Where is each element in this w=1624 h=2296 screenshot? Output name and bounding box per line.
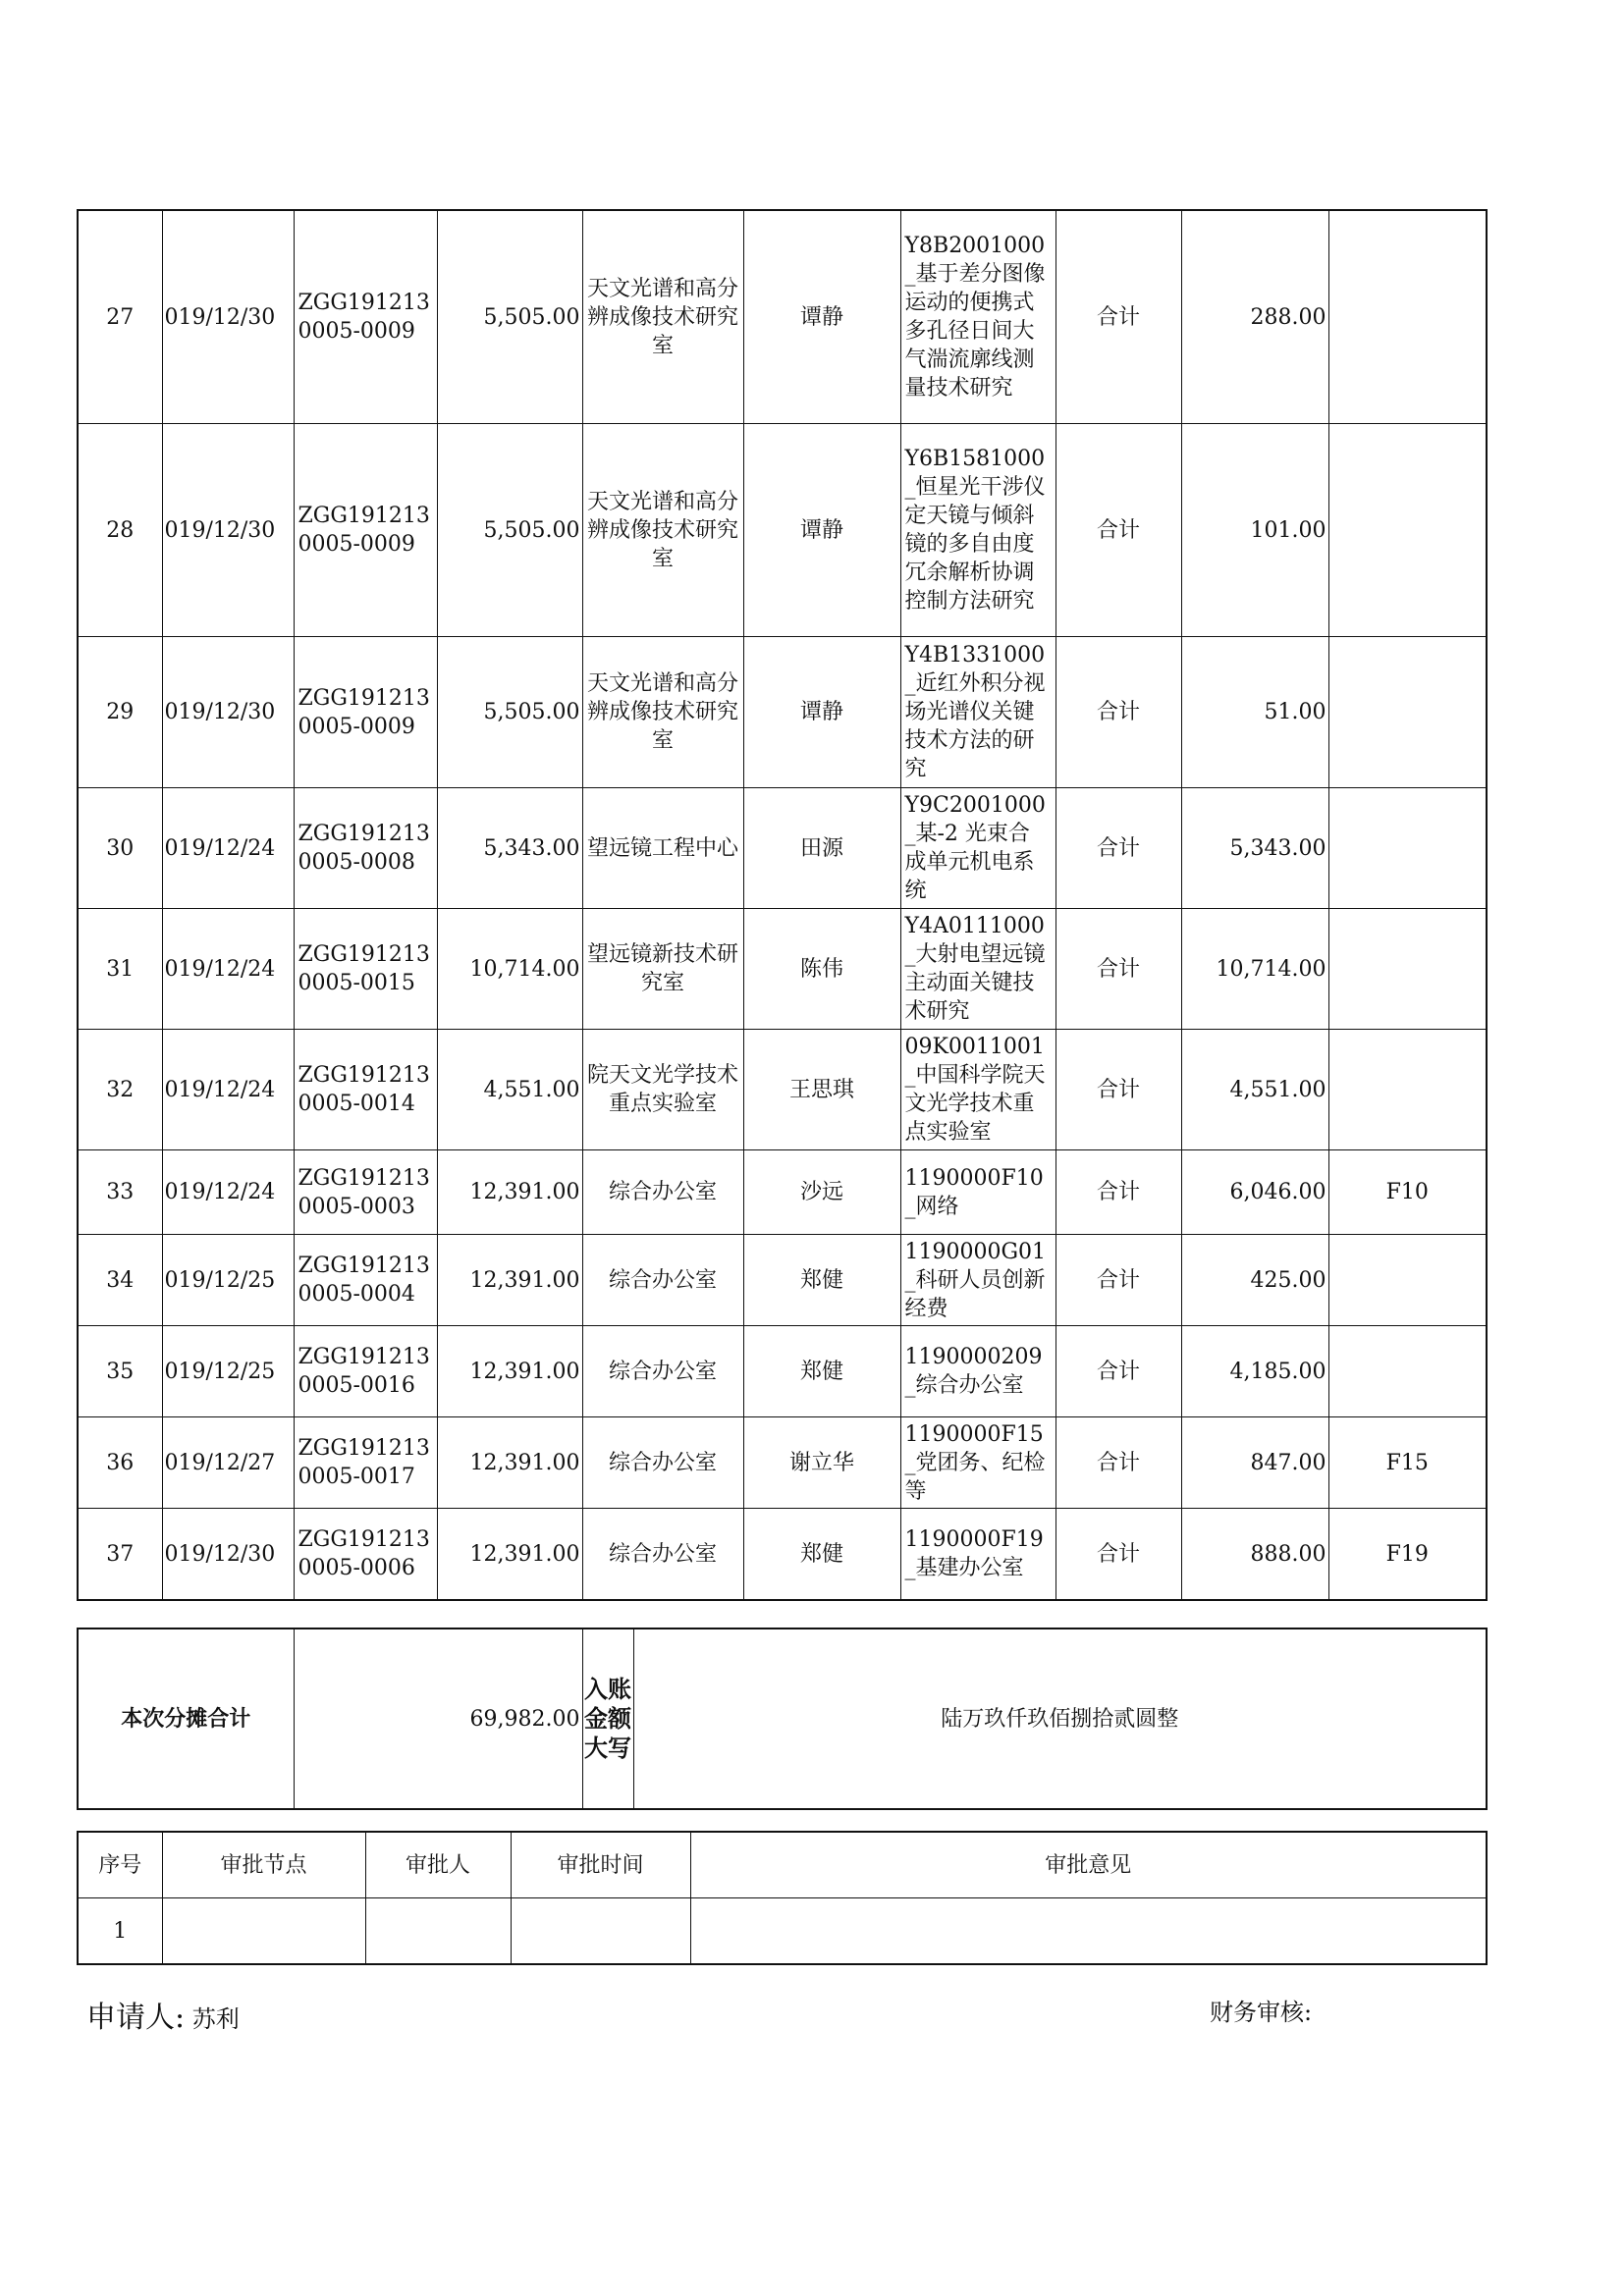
- row-amount: 5,505.00: [437, 210, 582, 424]
- row-person: 王思琪: [743, 1030, 900, 1150]
- row-type: 合计: [1056, 1509, 1181, 1601]
- row-person: 沙远: [743, 1150, 900, 1235]
- table-row: [78, 1417, 1487, 1509]
- row-person: 谭静: [743, 637, 900, 788]
- row-dept: 天文光谱和高分辨成像技术研究室: [582, 637, 743, 788]
- row-amount: 12,391.00: [437, 1150, 582, 1235]
- row-alloc: 847.00: [1181, 1417, 1328, 1509]
- applicant-label: 申请人:: [86, 2001, 186, 2035]
- row-amount: 12,391.00: [437, 1326, 582, 1417]
- summary-total: 69,982.00: [294, 1629, 582, 1809]
- row-amount: 12,391.00: [437, 1417, 582, 1509]
- allocation-table: [77, 209, 1488, 1601]
- row-date: 019/12/30: [162, 637, 294, 788]
- row-voucher: ZGG1912130005-0003: [294, 1150, 437, 1235]
- finance-review-label: 财务审核:: [1210, 1999, 1313, 2026]
- table-row: [78, 210, 1487, 424]
- summary-table: [77, 1628, 1488, 1810]
- row-project: 1190000F19_基建办公室: [900, 1509, 1056, 1601]
- row-amount: 5,343.00: [437, 788, 582, 909]
- row-type: 合计: [1056, 788, 1181, 909]
- applicant: [86, 1993, 240, 2036]
- row-voucher: ZGG1912130005-0009: [294, 637, 437, 788]
- table-row: [78, 1235, 1487, 1326]
- row-seq: 36: [78, 1417, 162, 1509]
- amount-in-words-value: 陆万玖仟玖佰捌拾贰圆整: [633, 1629, 1487, 1809]
- row-date: 019/12/27: [162, 1417, 294, 1509]
- row-alloc: 888.00: [1181, 1509, 1328, 1601]
- row-alloc: 288.00: [1181, 210, 1328, 424]
- row-alloc: 425.00: [1181, 1235, 1328, 1326]
- row-person: 田源: [743, 788, 900, 909]
- row-dept: 天文光谱和高分辨成像技术研究室: [582, 210, 743, 424]
- row-type: 合计: [1056, 1150, 1181, 1235]
- approval-header-seq: 序号: [78, 1832, 162, 1898]
- row-code: [1328, 909, 1487, 1030]
- row-dept: 综合办公室: [582, 1417, 743, 1509]
- row-alloc: 10,714.00: [1181, 909, 1328, 1030]
- row-voucher: ZGG1912130005-0009: [294, 424, 437, 637]
- row-dept: 综合办公室: [582, 1235, 743, 1326]
- table-row: [78, 424, 1487, 637]
- row-code: F19: [1328, 1509, 1487, 1601]
- row-type: 合计: [1056, 637, 1181, 788]
- table-row: [78, 1150, 1487, 1235]
- row-code: [1328, 1235, 1487, 1326]
- row-voucher: ZGG1912130005-0004: [294, 1235, 437, 1326]
- approval-header-node: 审批节点: [162, 1832, 365, 1898]
- row-amount: 5,505.00: [437, 637, 582, 788]
- row-project: Y4B1331000_近红外积分视场光谱仪关键技术方法的研究: [900, 637, 1056, 788]
- row-voucher: ZGG1912130005-0016: [294, 1326, 437, 1417]
- row-type: 合计: [1056, 210, 1181, 424]
- row-project: Y8B2001000_基于差分图像运动的便携式多孔径日间大气湍流廓线测量技术研究: [900, 210, 1056, 424]
- row-seq: 27: [78, 210, 162, 424]
- row-person: 郑健: [743, 1509, 900, 1601]
- row-date: 019/12/25: [162, 1326, 294, 1417]
- row-person: 陈伟: [743, 909, 900, 1030]
- approval-opinion: [690, 1898, 1487, 1965]
- row-person: 郑健: [743, 1326, 900, 1417]
- row-seq: 30: [78, 788, 162, 909]
- row-alloc: 101.00: [1181, 424, 1328, 637]
- row-code: [1328, 637, 1487, 788]
- row-type: 合计: [1056, 1030, 1181, 1150]
- approval-approver: [365, 1898, 511, 1965]
- row-voucher: ZGG1912130005-0014: [294, 1030, 437, 1150]
- row-code: F15: [1328, 1417, 1487, 1509]
- row-person: 郑健: [743, 1235, 900, 1326]
- row-amount: 4,551.00: [437, 1030, 582, 1150]
- row-type: 合计: [1056, 1417, 1181, 1509]
- row-seq: 31: [78, 909, 162, 1030]
- finance-review: [1210, 1993, 1312, 2027]
- row-seq: 37: [78, 1509, 162, 1601]
- row-amount: 10,714.00: [437, 909, 582, 1030]
- row-alloc: 4,551.00: [1181, 1030, 1328, 1150]
- row-alloc: 6,046.00: [1181, 1150, 1328, 1235]
- row-seq: 34: [78, 1235, 162, 1326]
- approval-node: [162, 1898, 365, 1965]
- row-code: [1328, 424, 1487, 637]
- table-row: [78, 788, 1487, 909]
- row-dept: 综合办公室: [582, 1326, 743, 1417]
- row-dept: 院天文光学技术重点实验室: [582, 1030, 743, 1150]
- row-project: Y4A0111000_大射电望远镜主动面关键技术研究: [900, 909, 1056, 1030]
- approval-seq: 1: [78, 1898, 162, 1965]
- row-code: [1328, 788, 1487, 909]
- approval-header-opinion: 审批意见: [690, 1832, 1487, 1898]
- row-type: 合计: [1056, 909, 1181, 1030]
- row-project: 1190000G01_科研人员创新经费: [900, 1235, 1056, 1326]
- row-project: 1190000209_综合办公室: [900, 1326, 1056, 1417]
- summary-row: [78, 1629, 1487, 1809]
- row-dept: 综合办公室: [582, 1150, 743, 1235]
- row-seq: 29: [78, 637, 162, 788]
- row-person: 谭静: [743, 424, 900, 637]
- table-row: [78, 909, 1487, 1030]
- row-person: 谭静: [743, 210, 900, 424]
- table-row: [78, 637, 1487, 788]
- row-alloc: 51.00: [1181, 637, 1328, 788]
- row-dept: 望远镜工程中心: [582, 788, 743, 909]
- row-date: 019/12/25: [162, 1235, 294, 1326]
- row-seq: 33: [78, 1150, 162, 1235]
- row-type: 合计: [1056, 1326, 1181, 1417]
- approval-time: [511, 1898, 690, 1965]
- row-voucher: ZGG1912130005-0008: [294, 788, 437, 909]
- amount-in-words-label: 入账金额大写: [582, 1629, 633, 1809]
- summary-label: 本次分摊合计: [78, 1629, 294, 1809]
- row-person: 谢立华: [743, 1417, 900, 1509]
- approval-header-approver: 审批人: [365, 1832, 511, 1898]
- row-date: 019/12/30: [162, 424, 294, 637]
- row-voucher: ZGG1912130005-0015: [294, 909, 437, 1030]
- row-code: F10: [1328, 1150, 1487, 1235]
- row-amount: 12,391.00: [437, 1235, 582, 1326]
- row-dept: 综合办公室: [582, 1509, 743, 1601]
- row-alloc: 4,185.00: [1181, 1326, 1328, 1417]
- row-type: 合计: [1056, 424, 1181, 637]
- row-date: 019/12/24: [162, 1150, 294, 1235]
- approval-row: [78, 1898, 1487, 1965]
- row-seq: 28: [78, 424, 162, 637]
- row-code: [1328, 210, 1487, 424]
- allocation-table-body: [78, 210, 1487, 1600]
- row-project: Y9C2001000_某-2 光束合成单元机电系统: [900, 788, 1056, 909]
- row-voucher: ZGG1912130005-0006: [294, 1509, 437, 1601]
- row-project: 1190000F15_党团务、纪检等: [900, 1417, 1056, 1509]
- table-row: [78, 1509, 1487, 1601]
- row-date: 019/12/30: [162, 210, 294, 424]
- row-alloc: 5,343.00: [1181, 788, 1328, 909]
- row-project: Y6B1581000_恒星光干涉仪定天镜与倾斜镜的多自由度冗余解析协调控制方法研究: [900, 424, 1056, 637]
- table-row: [78, 1030, 1487, 1150]
- table-row: [78, 1326, 1487, 1417]
- row-date: 019/12/30: [162, 1509, 294, 1601]
- approval-header-row: [78, 1832, 1487, 1898]
- row-date: 019/12/24: [162, 788, 294, 909]
- row-dept: 天文光谱和高分辨成像技术研究室: [582, 424, 743, 637]
- approval-header-time: 审批时间: [511, 1832, 690, 1898]
- row-dept: 望远镜新技术研究室: [582, 909, 743, 1030]
- row-voucher: ZGG1912130005-0017: [294, 1417, 437, 1509]
- row-seq: 35: [78, 1326, 162, 1417]
- row-project: 09K0011001_中国科学院天文光学技术重点实验室: [900, 1030, 1056, 1150]
- row-seq: 32: [78, 1030, 162, 1150]
- row-date: 019/12/24: [162, 909, 294, 1030]
- row-code: [1328, 1030, 1487, 1150]
- row-project: 1190000F10_网络: [900, 1150, 1056, 1235]
- row-date: 019/12/24: [162, 1030, 294, 1150]
- applicant-name: 苏利: [191, 2005, 240, 2033]
- approval-table: [77, 1831, 1488, 1965]
- row-voucher: ZGG1912130005-0009: [294, 210, 437, 424]
- row-type: 合计: [1056, 1235, 1181, 1326]
- row-amount: 12,391.00: [437, 1509, 582, 1601]
- row-amount: 5,505.00: [437, 424, 582, 637]
- row-code: [1328, 1326, 1487, 1417]
